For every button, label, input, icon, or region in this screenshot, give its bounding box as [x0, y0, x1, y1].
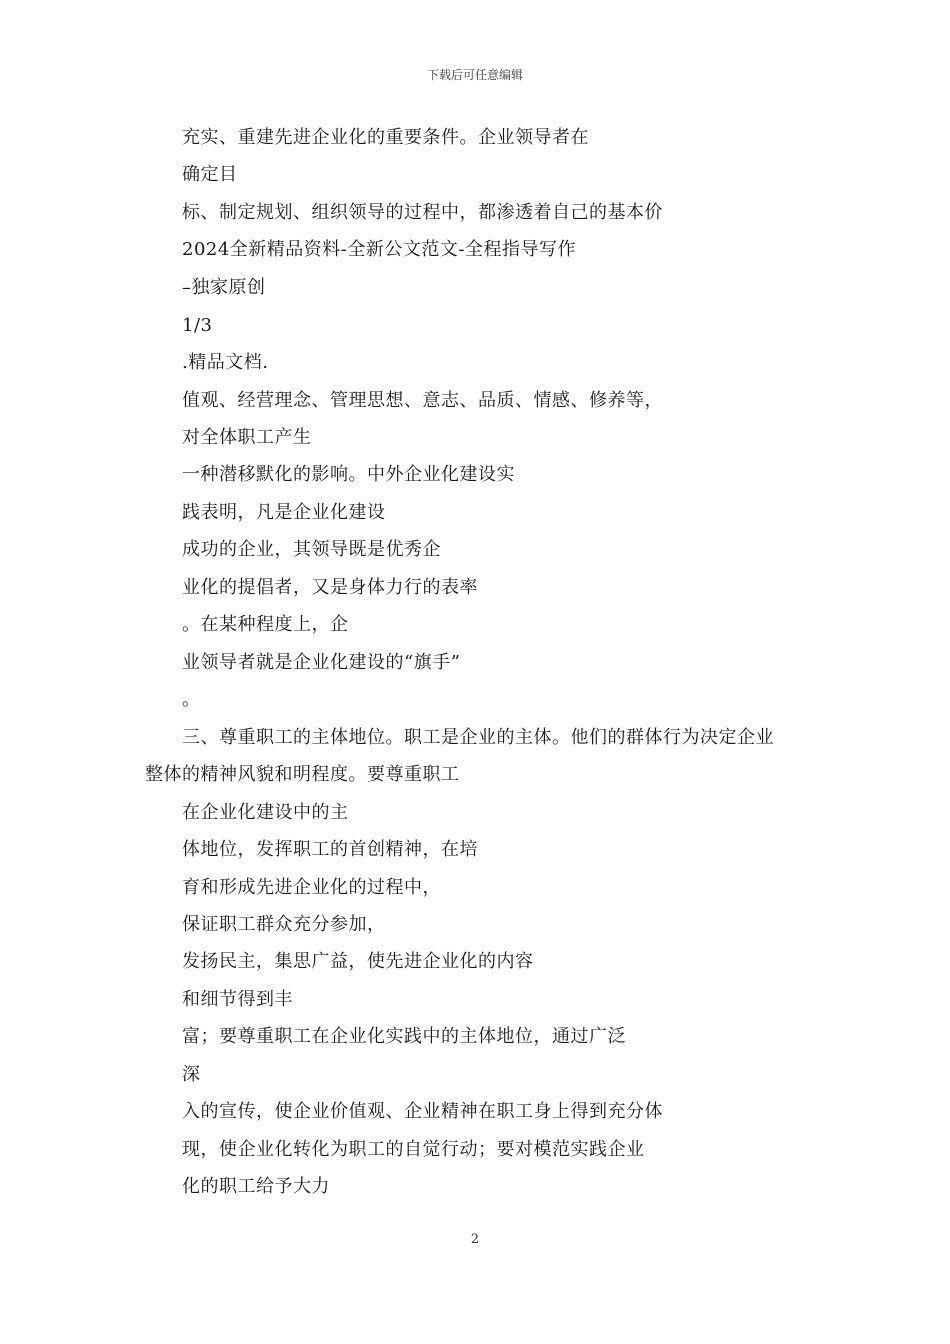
page-number: 2 [470, 1232, 480, 1247]
text-line: 入的宣传，使企业价值观、企业精神在职工身上得到充分体 [182, 1101, 663, 1122]
text-line: 深 [182, 1064, 201, 1085]
text-line: 富；要尊重职工在企业化实践中的主体地位，通过广泛 [182, 1026, 626, 1047]
text-line: 标、制定规划、组织领导的过程中，都渗透着自己的基本价 [182, 202, 663, 223]
text-line: 现，使企业化转化为职工的自觉行动；要对模范实践企业 [182, 1139, 645, 1160]
text-line: 成功的企业，其领导既是优秀企 [182, 539, 441, 560]
text-line: 育和形成先进企业化的过程中， [182, 877, 441, 898]
text-line: 一种潜移默化的影响。中外企业化建设实 [182, 464, 515, 485]
text-line: .精品文档. [182, 352, 269, 373]
text-line: 整体的精神风貌和明程度。要尊重职工 [145, 764, 460, 785]
text-line: 发扬民主，集思广益，使先进企业化的内容 [182, 951, 534, 972]
text-line: 确定目 [182, 164, 238, 185]
text-line: 保证职工群众充分参加， [182, 914, 386, 935]
text-line: 值观、经营理念、管理思想、意志、品质、情感、修养等， [182, 390, 663, 411]
text-line: 践表明，凡是企业化建设 [182, 502, 386, 523]
text-line: 三、尊重职工的主体地位。职工是企业的主体。他们的群体行为决定企业 [182, 727, 774, 748]
text-line: 化的职工给予大力 [182, 1176, 330, 1197]
text-line: 对全体职工产生 [182, 427, 312, 448]
text-line: 体地位，发挥职工的首创精神，在培 [182, 839, 478, 860]
text-line: 。在某种程度上，企 [182, 614, 349, 635]
page-header: 下载后可任意编辑 [426, 68, 523, 82]
text-line: 2024全新精品资料-全新公文范文-全程指导写作 [182, 239, 576, 260]
text-line: 业化的提倡者，又是身体力行的表率 [182, 577, 478, 598]
text-line: 业领导者就是企业化建设的“旗手” [182, 652, 461, 673]
text-line: 和细节得到丰 [182, 989, 293, 1010]
text-line: 充实、重建先进企业化的重要条件。企业领导者在 [182, 127, 589, 148]
text-line: 。 [182, 689, 201, 710]
text-line: 1/3 [182, 315, 213, 336]
text-line: 在企业化建设中的主 [182, 802, 349, 823]
text-line: –独家原创 [182, 277, 266, 298]
